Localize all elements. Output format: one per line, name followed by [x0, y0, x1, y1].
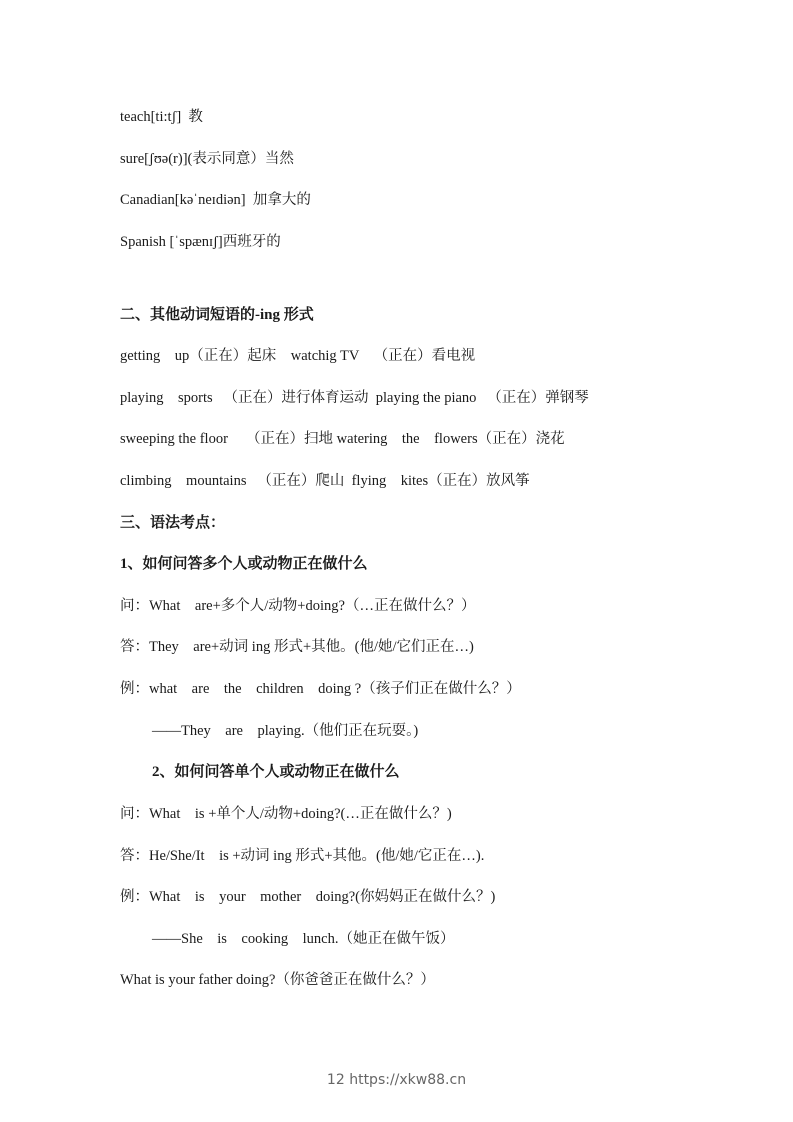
- sub2-question: 问：What is +单个人/动物+doing?(…正在做什么？): [120, 806, 452, 822]
- phrase-line-4: climbing mountains （正在）爬山 flying kites（正在）放风筝: [120, 473, 530, 489]
- subsection-1-heading: 1、如何问答多个人或动物正在做什么: [120, 556, 368, 572]
- section-2-heading: 二、其他动词短语的-ing 形式: [120, 307, 314, 323]
- page-footer: [0, 1070, 793, 1090]
- phrase-line-1: getting up（正在）起床 watchig TV （正在）看电视: [120, 348, 476, 364]
- vocab-sure: sure[ʃʊə(r)](表示同意）当然: [120, 151, 294, 167]
- sub1-example-answer: ——They are playing.（他们正在玩耍。): [152, 723, 419, 739]
- sub1-example: 例：what are the children doing ?（孩子们正在做什么？）: [120, 681, 521, 697]
- sub2-example: 例：What is your mother doing?(你妈妈正在做什么？): [120, 889, 496, 905]
- footer-url: https://xkw88.cn: [349, 1072, 467, 1088]
- section-3-heading: 三、语法考点：: [120, 515, 226, 531]
- vocab-spanish: Spanish [ˈspænɪʃ]西班牙的: [120, 234, 281, 250]
- vocab-canadian: Canadian[kəˈneɪdiən] 加拿大的: [120, 192, 311, 208]
- phrase-line-3: sweeping the floor （正在）扫地 watering the flowers（正在）浇花: [120, 431, 565, 447]
- sub1-question: 问：What are+多个人/动物+doing?（…正在做什么？）: [120, 598, 476, 614]
- phrase-line-2: playing sports （正在）进行体育运动 playing the piano （正在）弹钢琴: [120, 390, 589, 406]
- subsection-2-heading: 2、如何问答单个人或动物正在做什么: [152, 764, 400, 780]
- sub2-extra-example: What is your father doing?（你爸爸正在做什么？）: [120, 972, 435, 988]
- page-number: 12: [326, 1072, 345, 1088]
- sub1-answer: 答：They are+动词 ing 形式+其他。(他/她/它们正在…): [120, 639, 474, 655]
- sub2-example-answer: ——She is cooking lunch.（她正在做午饭）: [152, 931, 455, 947]
- sub2-answer: 答：He/She/It is +动词 ing 形式+其他。(他/她/它正在…).: [120, 848, 485, 864]
- vocab-teach: teach[ti:tʃ] 教: [120, 109, 203, 125]
